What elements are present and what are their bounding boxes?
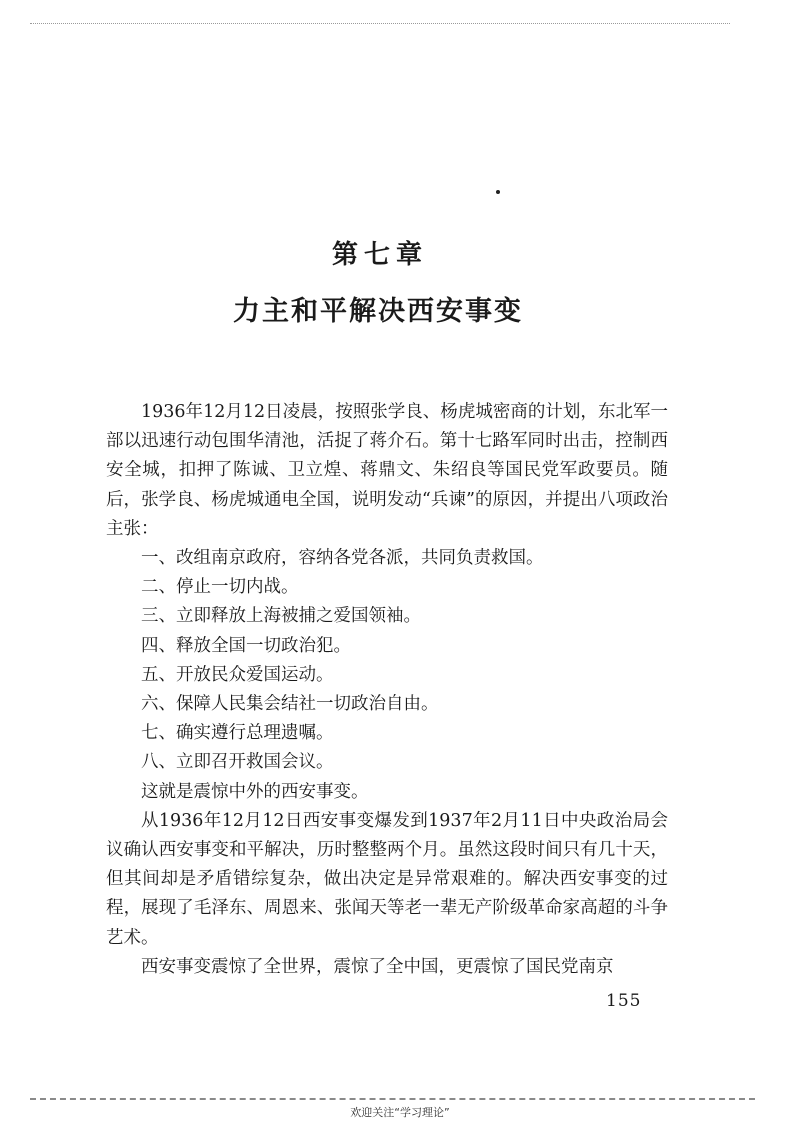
chapter-title: 力主和平解决西安事变 — [233, 296, 523, 327]
demand-item-6: 六、保障人民集会结社一切政治自由。 — [141, 694, 439, 715]
chapter-number: 第七章 — [331, 240, 428, 270]
bottom-scan-rule — [30, 1098, 755, 1100]
demand-item-5: 五、开放民众爱国运动。 — [141, 664, 334, 685]
footer-note: 欢迎关注“学习理论” — [350, 1106, 450, 1119]
page-number: 155 — [606, 991, 642, 1011]
paragraph-3: 西安事变震惊了全世界，震惊了全中国，更震惊了国民党南京 — [141, 956, 614, 977]
demand-item-8: 八、立即召开救国会议。 — [141, 752, 334, 773]
body-text — [106, 398, 668, 982]
summary-line: 这就是震惊中外的西安事变。 — [141, 781, 369, 802]
demand-item-2: 二、停止一切内战。 — [141, 577, 299, 598]
paragraph-2: 从1936年12月12日西安事变爆发到1937年2月11日中央政治局会议确认西安事变和平解决，历时整整两个月。虽然这段时间只有几十天，但其间却是矛盾错综复杂，做出决定是异常艰难的。解决西安事变的过程，展现了毛泽东、周恩来、张闻天等老一辈无产阶级革命家高超的斗争艺术。 — [106, 810, 668, 948]
demand-item-7: 七、确实遵行总理遗嘱。 — [141, 723, 334, 744]
demand-item-4: 四、释放全国一切政治犯。 — [141, 635, 351, 656]
demand-item-1: 一、改组南京政府，容纳各党各派，共同负责救国。 — [141, 548, 544, 569]
scan-speck — [496, 190, 500, 194]
intro-paragraph: 1936年12月12日凌晨，按照张学良、杨虎城密商的计划，东北军一部以迅速行动包围华清池，活捉了蒋介石。第十七路军同时出击，控制西安全城，扣押了陈诚、卫立煌、蒋鼎文、朱绍良等国民党军政要员。随后，张学良、杨虎城通电全国，说明发动“兵谏”的原因，并提出八项政治主张： — [106, 402, 668, 539]
top-scan-dotted-line — [30, 23, 730, 24]
demand-item-3: 三、立即释放上海被捕之爱国领袖。 — [141, 606, 421, 627]
